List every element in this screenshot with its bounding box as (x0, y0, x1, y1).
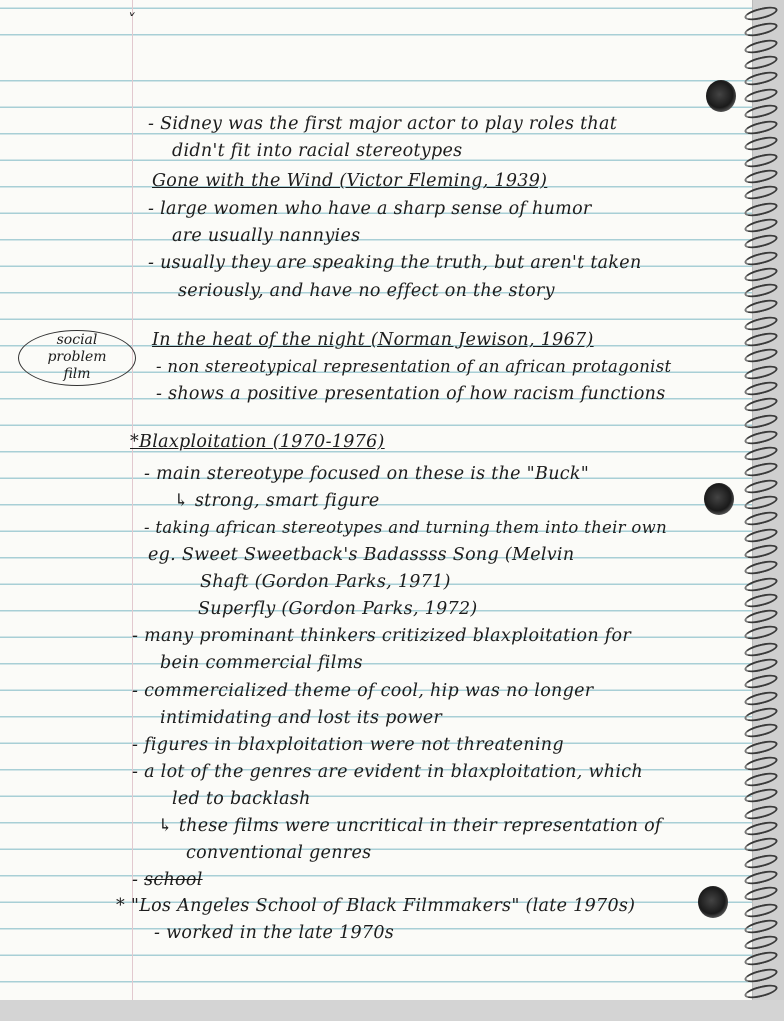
note-line: - school (132, 870, 203, 890)
note-line: - usually they are speaking the truth, but aren't taken (148, 253, 642, 273)
spiral-ring (742, 839, 780, 849)
spiral-ring (742, 856, 780, 866)
note-line: Superfly (Gordon Parks, 1972) (198, 599, 478, 619)
spiral-ring (742, 106, 780, 116)
spiral-ring (742, 970, 780, 980)
note-line: seriously, and have no effect on the story (178, 281, 555, 301)
film-heading: Gone with the Wind (Victor Fleming, 1939) (152, 171, 548, 191)
note-line: - Sidney was the first major actor to play roles that (148, 114, 618, 134)
note-line: * "Los Angeles School of Black Filmmakers" (late 1970s) (116, 896, 636, 916)
spiral-ring (742, 644, 780, 654)
spiral-ring (742, 204, 780, 214)
note-line: - taking african stereotypes and turning them into their own (144, 518, 667, 537)
spiral-ring (742, 24, 780, 34)
note-line: are usually nannyies (172, 226, 361, 246)
punch-hole (706, 80, 736, 112)
spiral-ring (742, 790, 780, 800)
spiral-ring (742, 905, 780, 915)
note-line: - a lot of the genres are evident in blaxploitation, which (132, 762, 643, 782)
spiral-ring (742, 57, 780, 67)
note-line: led to backlash (172, 789, 311, 809)
spiral-ring (742, 693, 780, 703)
spiral-ring (742, 41, 780, 51)
section-heading: *Blaxploitation (1970-1976) (130, 432, 385, 452)
spiral-ring (742, 220, 780, 230)
note-line: - non stereotypical representation of an african protagonist (156, 357, 672, 376)
note-line: intimidating and lost its power (160, 708, 443, 728)
spiral-ring (742, 448, 780, 458)
spiral-ring (742, 611, 780, 621)
spiral-ring (742, 138, 780, 148)
note-line: - figures in blaxploitation were not threatening (132, 735, 564, 755)
note-line: bein commercial films (160, 653, 363, 673)
spiral-ring (742, 774, 780, 784)
spiral-ring (742, 187, 780, 197)
spiral-ring (742, 937, 780, 947)
punch-hole (704, 483, 734, 515)
spiral-ring (742, 285, 780, 295)
note-line: Shaft (Gordon Parks, 1971) (200, 572, 451, 592)
note-line: - commercialized theme of cool, hip was no longer (132, 681, 594, 701)
spiral-ring (742, 90, 780, 100)
spiral-ring (742, 253, 780, 263)
spiral-ring (742, 122, 780, 132)
side-note-bubble (18, 330, 136, 386)
note-line: - main stereotype focused on these is the "Buck" (144, 464, 590, 484)
spiral-ring (742, 334, 780, 344)
spiral-ring (742, 513, 780, 523)
spiral-ring (742, 986, 780, 996)
note-line: didn't fit into racial stereotypes (172, 141, 463, 161)
spiral-ring (742, 888, 780, 898)
note-line: - shows a positive presentation of how racism functions (156, 384, 666, 404)
spiral-binding (742, 0, 784, 1000)
spiral-ring (742, 579, 780, 589)
note-line: ↳ these films were uncritical in their representation of (158, 816, 662, 836)
spiral-ring (742, 676, 780, 686)
spiral-ring (742, 823, 780, 833)
spiral-ring (742, 742, 780, 752)
spiral-ring (742, 416, 780, 426)
spiral-ring (742, 546, 780, 556)
spiral-ring (742, 367, 780, 377)
punch-hole (698, 886, 728, 918)
spiral-ring (742, 725, 780, 735)
note-line: - large women who have a sharp sense of humor (148, 199, 592, 219)
spiral-ring (742, 301, 780, 311)
note-line: ↳ strong, smart figure (174, 491, 380, 511)
spiral-ring (742, 8, 780, 18)
spiral-ring (742, 807, 780, 817)
spiral-ring (742, 481, 780, 491)
film-heading: In the heat of the night (Norman Jewison, 1967) (152, 330, 594, 350)
spiral-ring (742, 383, 780, 393)
spiral-ring (742, 432, 780, 442)
spiral-ring (742, 953, 780, 963)
spiral-ring (742, 464, 780, 474)
spiral-ring (742, 562, 780, 572)
spiral-ring (742, 921, 780, 931)
side-note-line: social (56, 332, 98, 348)
note-line: - many prominant thinkers critizized blaxploitation for (132, 626, 632, 646)
page-bottom-edge (0, 1000, 784, 1021)
margin-line (132, 0, 133, 1000)
spiral-ring (742, 595, 780, 605)
spiral-ring (742, 627, 780, 637)
spiral-ring (742, 497, 780, 507)
side-note-line: problem (47, 349, 107, 365)
spiral-ring (742, 758, 780, 768)
spiral-ring (742, 269, 780, 279)
side-note-line: film (63, 366, 91, 382)
spiral-ring (742, 660, 780, 670)
spiral-ring (742, 530, 780, 540)
note-line: conventional genres (186, 843, 372, 863)
spiral-ring (742, 73, 780, 83)
corner-mark: ˅ (128, 10, 136, 29)
spiral-ring (742, 709, 780, 719)
spiral-ring (742, 155, 780, 165)
spiral-ring (742, 399, 780, 409)
spiral-ring (742, 236, 780, 246)
spiral-ring (742, 318, 780, 328)
note-line: - worked in the late 1970s (154, 923, 395, 943)
spiral-ring (742, 350, 780, 360)
note-line: eg. Sweet Sweetback's Badassss Song (Melvin (148, 545, 575, 565)
spiral-ring (742, 171, 780, 181)
spiral-ring (742, 872, 780, 882)
